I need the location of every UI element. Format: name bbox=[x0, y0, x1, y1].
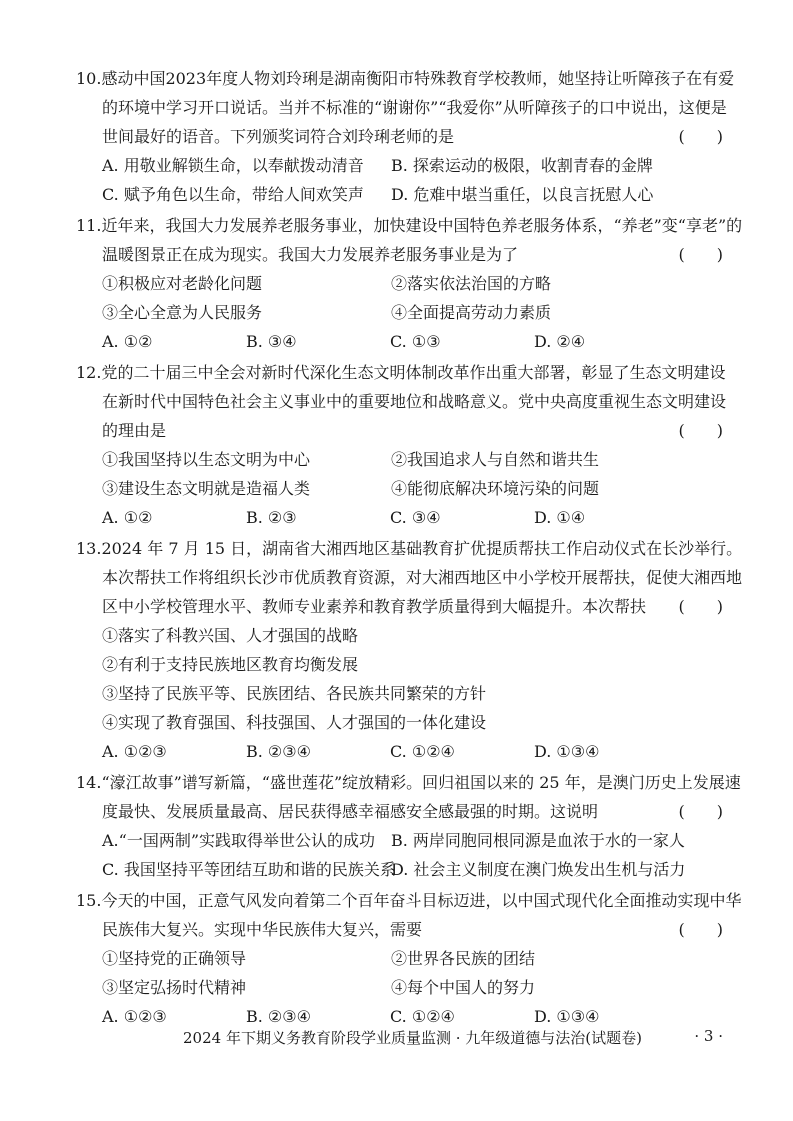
question-item bbox=[76, 358, 727, 532]
question-item bbox=[76, 768, 741, 884]
question-stem-line bbox=[102, 797, 723, 826]
option-row bbox=[102, 737, 723, 766]
answer-choice: D. ①③④ bbox=[534, 742, 600, 761]
option-item: ③坚定弘扬时代精神 bbox=[102, 978, 247, 997]
question-item bbox=[76, 886, 742, 1031]
option-row bbox=[102, 180, 723, 209]
answer-choice: B. ②③④ bbox=[246, 1007, 311, 1026]
answer-bracket[interactable]: ( ) bbox=[678, 127, 723, 146]
question-stem-line bbox=[102, 122, 723, 151]
question-item bbox=[76, 64, 735, 209]
option-row bbox=[102, 269, 723, 298]
answer-choice: D. ②④ bbox=[534, 332, 586, 351]
question-stem-first-line bbox=[76, 886, 742, 915]
option-row bbox=[102, 151, 723, 180]
question-text: 14.“濠江故事”谱写新篇，“盛世莲花”绽放精彩。回归祖国以来的 25 年，是澳门历史上发展速 bbox=[76, 773, 741, 792]
answer-bracket[interactable]: ( ) bbox=[678, 802, 723, 821]
option-item: ③建设生态文明就是造福人类 bbox=[102, 479, 311, 498]
option-item: ②我国追求人与自然和谐共生 bbox=[391, 450, 600, 469]
answer-choice: C. ①②④ bbox=[390, 742, 455, 761]
option-row bbox=[102, 855, 723, 884]
answer-choice: C. ③④ bbox=[390, 508, 441, 527]
answer-bracket[interactable]: ( ) bbox=[678, 597, 723, 616]
option-item: ④全面提高劳动力素质 bbox=[391, 303, 552, 322]
question-text: 10.感动中国2023年度人物刘玲琍是湖南衡阳市特殊教育学校教师，她坚持让听障孩子在有爱 bbox=[76, 69, 735, 88]
option-item: D. 社会主义制度在澳门焕发出生机与活力 bbox=[391, 860, 686, 879]
answer-choice: B. ③④ bbox=[246, 332, 297, 351]
question-text: 温暖图景正在成为现实。我国大力发展养老服务事业是为了 bbox=[102, 245, 519, 264]
question-text: 15.今天的中国，正意气风发向着第二个百年奋斗目标迈进，以中国式现代化全面推动实现中华 bbox=[76, 891, 742, 910]
option-item: ④实现了教育强国、科技强国、人才强国的一体化建设 bbox=[102, 713, 487, 732]
option-item: C. 赋予角色以生命，带给人间欢笑声 bbox=[102, 185, 364, 204]
answer-bracket[interactable]: ( ) bbox=[678, 245, 723, 264]
question-stem-first-line bbox=[76, 534, 743, 563]
option-row bbox=[102, 474, 723, 503]
answer-choice: C. ①②④ bbox=[390, 1007, 455, 1026]
question-stem-first-line bbox=[76, 211, 743, 240]
question-text: 本次帮扶工作将组织长沙市优质教育资源，对大湘西地区中小学校开展帮扶，促使大湘西地 bbox=[102, 568, 743, 587]
option-item: A.“一国两制”实践取得举世公认的成功 bbox=[102, 831, 376, 850]
question-text: 13.2024 年 7 月 15 日，湖南省大湘西地区基础教育扩优提质帮扶工作启动仪式在长沙举行。 bbox=[76, 539, 743, 558]
option-item: B. 探索运动的极限，收割青春的金牌 bbox=[391, 156, 653, 175]
answer-choice: C. ①③ bbox=[390, 332, 441, 351]
question-text: 在新时代中国特色社会主义事业中的重要地位和战略意义。党中央高度重视生态文明建设 bbox=[102, 392, 727, 411]
page-footer bbox=[102, 1027, 723, 1048]
page-number: · 3 · bbox=[694, 1027, 723, 1045]
option-item: ①落实了科教兴国、人才强国的战略 bbox=[102, 626, 359, 645]
option-item: ②落实依法治国的方略 bbox=[391, 274, 552, 293]
option-item: B. 两岸同胞同根同源是血浓于水的一家人 bbox=[391, 831, 685, 850]
answer-choice: D. ①④ bbox=[534, 508, 586, 527]
question-item bbox=[76, 211, 743, 356]
question-text: 区中小学校管理水平、教师专业素养和教育教学质量得到大幅提升。本次帮扶 bbox=[102, 597, 647, 616]
question-text: 11.近年来，我国大力发展养老服务事业，加快建设中国特色养老服务体系，“养老”变“享老”的 bbox=[76, 216, 743, 235]
option-item: ①积极应对老龄化问题 bbox=[102, 274, 263, 293]
answer-choice: A. ①② bbox=[102, 332, 153, 351]
option-item: ④能彻底解决环境污染的问题 bbox=[391, 479, 600, 498]
option-item: ①坚持党的正确领导 bbox=[102, 949, 247, 968]
answer-choice: A. ①② bbox=[102, 508, 153, 527]
question-stem-line bbox=[102, 416, 723, 445]
option-item: D. 危难中堪当重任，以良言抚慰人心 bbox=[391, 185, 654, 204]
answer-choice: B. ②③ bbox=[246, 508, 297, 527]
footer-title: 2024 年下期义务教育阶段学业质量监测 · 九年级道德与法治(试题卷) bbox=[183, 1029, 642, 1047]
question-text: 度最快、发展质量最高、居民获得感幸福感安全感最强的时期。这说明 bbox=[102, 802, 599, 821]
answer-bracket[interactable]: ( ) bbox=[678, 920, 723, 939]
option-row bbox=[102, 298, 723, 327]
option-item: ①我国坚持以生态文明为中心 bbox=[102, 450, 311, 469]
option-row bbox=[102, 944, 723, 973]
answer-choice: A. ①②③ bbox=[102, 742, 167, 761]
option-item: ③坚持了民族平等、民族团结、各民族共同繁荣的方针 bbox=[102, 684, 487, 703]
question-stem-line bbox=[102, 93, 727, 122]
option-item: C. 我国坚持平等团结互助和谐的民族关系 bbox=[102, 860, 396, 879]
question-text: 的理由是 bbox=[102, 421, 167, 440]
question-stem-line bbox=[102, 240, 723, 269]
question-stem-line bbox=[102, 563, 743, 592]
option-row bbox=[102, 973, 723, 1002]
question-text: 民族伟大复兴。实现中华民族伟大复兴，需要 bbox=[102, 920, 423, 939]
option-item: ②有利于支持民族地区教育均衡发展 bbox=[102, 655, 359, 674]
option-item: ③全心全意为人民服务 bbox=[102, 303, 263, 322]
option-row bbox=[102, 503, 723, 532]
question-stem-line bbox=[102, 592, 723, 621]
option-item: ②世界各民族的团结 bbox=[391, 949, 536, 968]
question-text: 的环境中学习开口说话。当并不标准的“谢谢你”“我爱你”从听障孩子的口中说出，这便是 bbox=[102, 98, 727, 117]
question-list bbox=[76, 64, 743, 1031]
question-text: 12.党的二十届三中全会对新时代深化生态文明体制改革作出重大部署，彰显了生态文明建设 bbox=[76, 363, 726, 382]
question-stem-first-line bbox=[76, 358, 726, 387]
option-row bbox=[102, 445, 723, 474]
option-row bbox=[102, 327, 723, 356]
option-item: ④每个中国人的努力 bbox=[391, 978, 536, 997]
option-item: A. 用敬业解锁生命，以奉献拨动清音 bbox=[102, 156, 364, 175]
question-stem-first-line bbox=[76, 768, 741, 797]
question-stem-first-line bbox=[76, 64, 735, 93]
question-item bbox=[76, 534, 743, 766]
answer-choice: B. ②③④ bbox=[246, 742, 311, 761]
question-text: 世间最好的语音。下列颁奖词符合刘玲琍老师的是 bbox=[102, 127, 455, 146]
answer-choice: D. ①③④ bbox=[534, 1007, 600, 1026]
answer-choice: A. ①②③ bbox=[102, 1007, 167, 1026]
question-stem-line bbox=[102, 915, 723, 944]
question-stem-line bbox=[102, 387, 727, 416]
option-row bbox=[102, 826, 723, 855]
answer-bracket[interactable]: ( ) bbox=[678, 421, 723, 440]
